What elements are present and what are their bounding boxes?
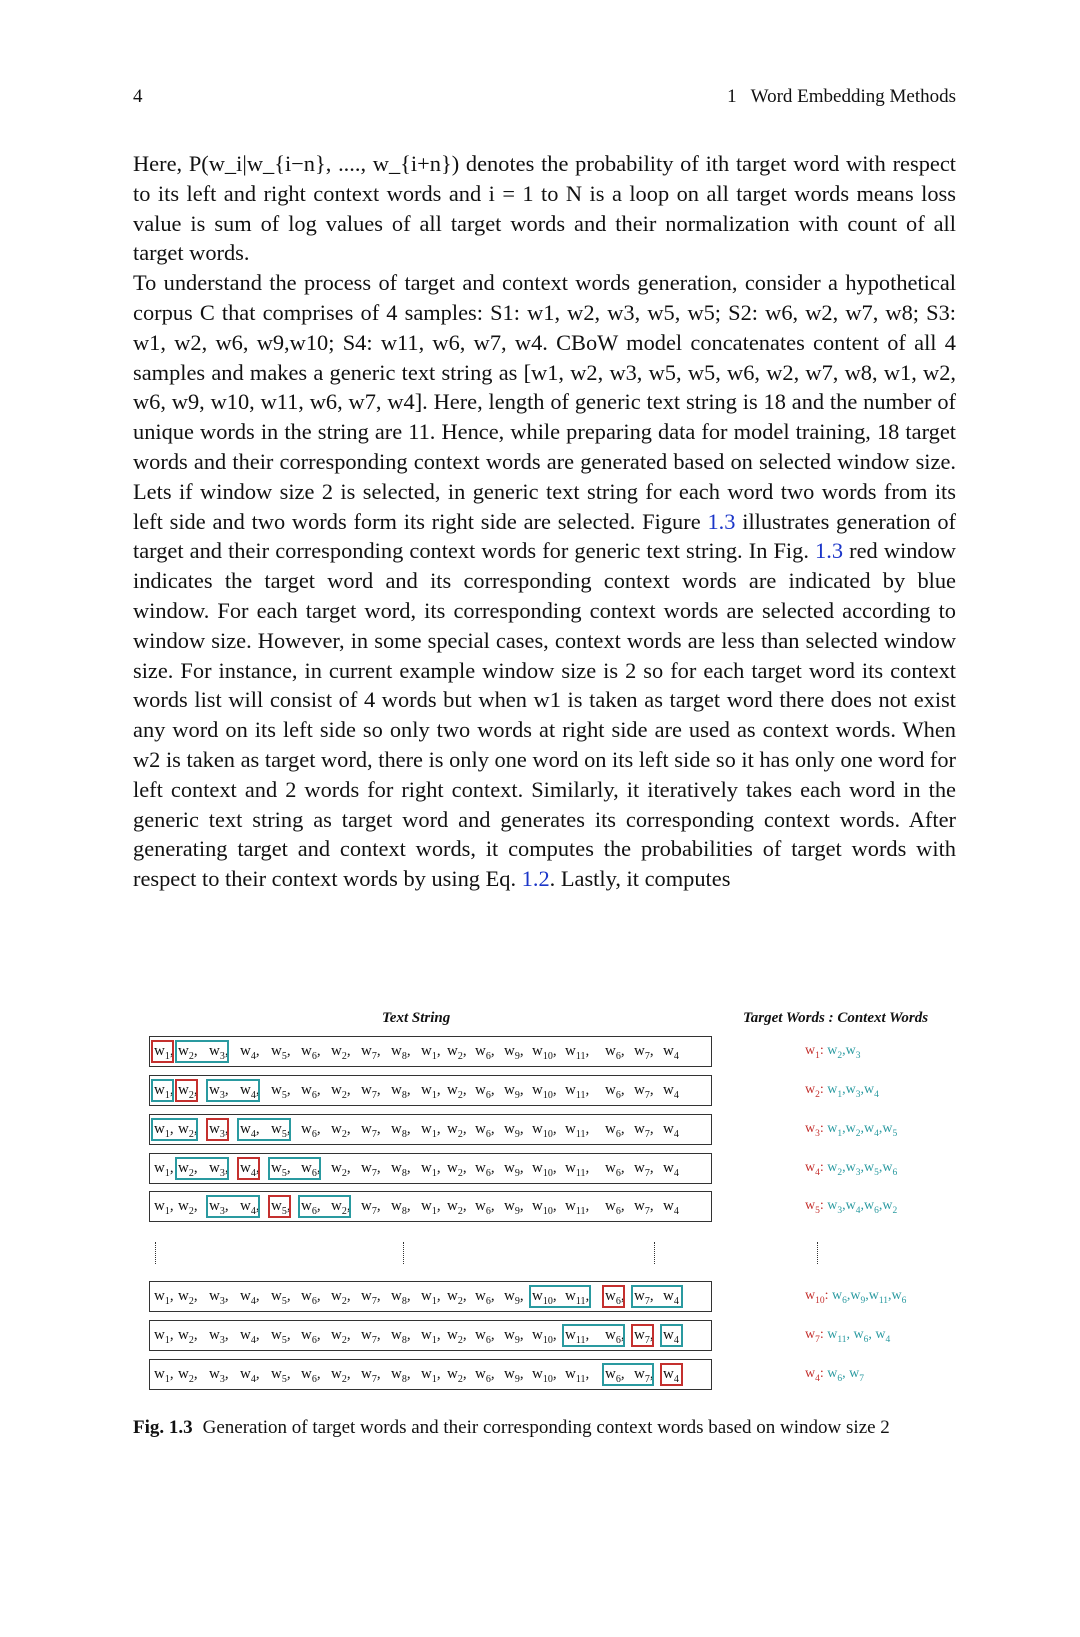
token: $w_2$, (178, 1121, 198, 1140)
context-window-box (268, 1157, 321, 1180)
pair-context: $w_3,w_4,w_6,w_2$ (827, 1198, 898, 1216)
token: $w_2$, (331, 1082, 351, 1101)
token: $w_5$, (271, 1327, 291, 1346)
token: $w_4$ (663, 1366, 679, 1385)
token: $w_7$, (361, 1082, 381, 1101)
token: $w_2$, (447, 1082, 467, 1101)
token: $w_7$, (634, 1160, 654, 1179)
context-window-box (529, 1285, 591, 1308)
target-window-box (206, 1118, 229, 1141)
context-window-box (206, 1079, 260, 1102)
token: $w_2$, (178, 1198, 198, 1217)
target-window-box (602, 1285, 625, 1308)
token: $w_{10}$, (532, 1160, 557, 1179)
context-window-box (206, 1195, 260, 1218)
token: $w_4$ (663, 1121, 679, 1140)
token: $w_1$, (154, 1366, 174, 1385)
pair-context: $w_2,w_3,w_5,w_6$ (827, 1160, 898, 1178)
target-window-box (151, 1040, 174, 1063)
token: $w_1$, (154, 1043, 174, 1062)
token: $w_1$, (421, 1082, 441, 1101)
chapter-number: 1 (727, 86, 737, 107)
token: $w_{10}$, (532, 1366, 557, 1385)
token: $w_7$, (634, 1366, 654, 1385)
token: $w_1$, (421, 1288, 441, 1307)
token: $w_8$, (391, 1288, 411, 1307)
text-string-row (149, 1114, 712, 1145)
token: $w_{10}$, (532, 1288, 557, 1307)
running-head (727, 86, 956, 108)
pair-target: $w_2$: (805, 1082, 828, 1100)
token: $w_1$, (421, 1160, 441, 1179)
pair-context: $w_6,w_9,w_{11},w_6$ (832, 1288, 907, 1306)
token: $w_{10}$, (532, 1198, 557, 1217)
vertical-ellipsis (403, 1242, 406, 1264)
token: $w_5$, (271, 1198, 291, 1217)
token: $w_6$, (475, 1160, 495, 1179)
token: $w_9$, (504, 1288, 524, 1307)
token: $w_{11}$, (565, 1082, 590, 1101)
token: $w_4$, (240, 1327, 260, 1346)
token: $w_6$, (301, 1082, 321, 1101)
token: $w_4$, (240, 1121, 260, 1140)
token: $w_1$, (154, 1082, 174, 1101)
figure-heading-target-context: Target Words : Context Words (743, 1010, 929, 1026)
token: $w_8$, (391, 1082, 411, 1101)
token: $w_6$, (475, 1366, 495, 1385)
context-window-box (562, 1324, 625, 1347)
token: $w_8$, (391, 1043, 411, 1062)
page-number: 4 (133, 86, 143, 107)
token: $w_{11}$, (565, 1043, 590, 1062)
context-window-box (298, 1195, 351, 1218)
token: $w_{11}$, (565, 1198, 590, 1217)
paragraph-2-part-c: illustrates generation of target and their corresponding context words for generic text string. In Fig. (133, 508, 956, 564)
token: $w_1$, (421, 1327, 441, 1346)
token: $w_7$, (361, 1288, 381, 1307)
token: $w_8$, (391, 1327, 411, 1346)
token: $w_2$, (178, 1160, 198, 1179)
token: $w_{10}$, (532, 1043, 557, 1062)
token: $w_1$, (421, 1366, 441, 1385)
target-window-box (175, 1079, 198, 1102)
paragraph-1: Here, P(w_i|w_{i−n}, ...., w_{i+n}) denotes the probability of ith target word with respect to its left and right context words and i = 1 to N is a loop on all target words means loss value is sum of log values of all target words and their normalization with count of all target words. (133, 151, 956, 266)
token: $w_4$, (240, 1366, 260, 1385)
token: $w_8$, (391, 1160, 411, 1179)
token: $w_{10}$, (532, 1082, 557, 1101)
token: $w_4$ (663, 1288, 679, 1307)
target-context-pair (805, 1327, 890, 1345)
pair-target: $w_1$: (805, 1043, 828, 1061)
token: $w_6$, (605, 1082, 625, 1101)
token: $w_4$, (240, 1043, 260, 1062)
token: $w_2$, (178, 1366, 198, 1385)
target-window-box (268, 1195, 291, 1218)
context-window-box (237, 1118, 291, 1141)
token: $w_6$, (301, 1288, 321, 1307)
target-window-box (660, 1363, 683, 1386)
token: $w_7$, (634, 1082, 654, 1101)
context-window-box (175, 1157, 229, 1180)
vertical-ellipsis (654, 1242, 657, 1264)
token: $w_{10}$, (532, 1327, 557, 1346)
text-string-row (149, 1153, 712, 1184)
token: $w_6$, (475, 1327, 495, 1346)
token: $w_6$, (605, 1198, 625, 1217)
body-text (133, 149, 956, 894)
token: $w_4$, (240, 1198, 260, 1217)
chapter-title: Word Embedding Methods (750, 86, 956, 107)
token: $w_5$, (271, 1043, 291, 1062)
token: $w_3$, (209, 1082, 229, 1101)
caption-label: Fig. 1.3 (133, 1417, 193, 1438)
target-context-pair (805, 1198, 897, 1216)
pair-target: $w_{10}$: (805, 1288, 833, 1306)
pair-context: $w_2,w_3$ (827, 1043, 861, 1061)
pair-context: $w_1,w_3,w_4$ (827, 1082, 879, 1100)
token: $w_2$, (447, 1121, 467, 1140)
token: $w_2$, (178, 1082, 198, 1101)
target-context-pair (805, 1366, 864, 1384)
token: $w_4$, (240, 1160, 260, 1179)
figure-caption (133, 1417, 956, 1439)
token: $w_6$, (605, 1043, 625, 1062)
token: $w_7$, (361, 1366, 381, 1385)
token: $w_7$, (634, 1327, 654, 1346)
token: $w_6$, (475, 1198, 495, 1217)
token: $w_1$, (154, 1121, 174, 1140)
token: $w_{11}$, (565, 1366, 590, 1385)
token: $w_2$, (331, 1198, 351, 1217)
token: $w_3$, (209, 1366, 229, 1385)
figure-reference-link[interactable]: 1.3 (707, 508, 736, 534)
token: $w_5$, (271, 1366, 291, 1385)
vertical-ellipsis (155, 1242, 158, 1264)
token: $w_6$, (301, 1160, 321, 1179)
caption-text: Generation of target words and their corresponding context words based on window size 2 (202, 1417, 890, 1438)
text-string-row (149, 1036, 712, 1067)
token: $w_2$, (447, 1288, 467, 1307)
context-window-box (660, 1324, 683, 1347)
target-context-pair (805, 1121, 897, 1139)
token: $w_9$, (504, 1043, 524, 1062)
token: $w_8$, (391, 1121, 411, 1140)
token: $w_8$, (391, 1198, 411, 1217)
token: $w_9$, (504, 1121, 524, 1140)
context-window-box (631, 1285, 683, 1308)
pair-target: $w_4$: (805, 1160, 828, 1178)
token: $w_6$, (605, 1121, 625, 1140)
pair-target: $w_5$: (805, 1198, 828, 1216)
token: $w_9$, (504, 1327, 524, 1346)
page-header (133, 86, 956, 116)
token: $w_2$, (331, 1288, 351, 1307)
token: $w_2$, (178, 1327, 198, 1346)
token: $w_7$, (361, 1043, 381, 1062)
token: $w_2$, (447, 1198, 467, 1217)
token: $w_2$, (447, 1366, 467, 1385)
pair-context: $w_{11}$, $w_6$, $w_4$ (827, 1327, 891, 1345)
token: $w_1$, (154, 1327, 174, 1346)
token: $w_6$, (475, 1082, 495, 1101)
token: $w_6$, (605, 1327, 625, 1346)
token: $w_7$, (361, 1160, 381, 1179)
token: $w_2$, (447, 1160, 467, 1179)
figure-reference-link[interactable]: 1.3 (815, 538, 844, 564)
token: $w_6$, (605, 1160, 625, 1179)
token: $w_5$, (271, 1288, 291, 1307)
token: $w_2$, (447, 1043, 467, 1062)
token: $w_6$, (605, 1288, 625, 1307)
text-string-row (149, 1320, 712, 1351)
token: $w_1$, (421, 1121, 441, 1140)
token: $w_6$, (605, 1366, 625, 1385)
token: $w_4$ (663, 1082, 679, 1101)
context-window-box (602, 1363, 654, 1386)
paragraph-2-part-e: . Lastly, it computes (549, 866, 731, 892)
token: $w_2$, (331, 1160, 351, 1179)
token: $w_3$, (209, 1288, 229, 1307)
token: $w_7$, (634, 1043, 654, 1062)
token: $w_6$, (475, 1043, 495, 1062)
token: $w_9$, (504, 1082, 524, 1101)
target-context-pair (805, 1288, 906, 1306)
token: $w_6$, (301, 1327, 321, 1346)
token: $w_7$, (634, 1198, 654, 1217)
paragraph-2-part-a: To understand the process of target and context words generation, consider a hypothetical corpus C that comprises of 4 samples: S1: w1, w2, w3, w5, w5; S2: w6, w2, w7, w8; S3: w1, w2, w6, w9,w10; S4: w11, w6, w7, w4. CBoW model concatenates content of all 4 samples and makes a generic text string as [w1, w2, w3, w5, w5, w6, w2, w7, w8, w1, w2, w6, w9, w10, w11, w6, w7, w4]. (133, 270, 956, 415)
token: $w_7$, (361, 1121, 381, 1140)
token: $w_4$, (240, 1288, 260, 1307)
target-context-pair (805, 1043, 861, 1061)
equation-reference-link[interactable]: 1.2 (521, 866, 550, 892)
token: $w_7$, (361, 1327, 381, 1346)
pair-target: $w_4$: (805, 1366, 828, 1384)
token: $w_6$, (475, 1121, 495, 1140)
target-window-box (631, 1324, 654, 1347)
token: $w_{11}$, (565, 1160, 590, 1179)
token: $w_6$, (301, 1198, 321, 1217)
token: $w_4$ (663, 1327, 679, 1346)
token: $w_2$, (331, 1043, 351, 1062)
vertical-ellipsis (817, 1242, 820, 1264)
token: $w_2$, (178, 1288, 198, 1307)
token: $w_9$, (504, 1366, 524, 1385)
target-context-pair (805, 1160, 897, 1178)
token: $w_1$, (421, 1043, 441, 1062)
token: $w_5$, (271, 1082, 291, 1101)
context-window-box (151, 1079, 174, 1102)
token: $w_2$, (331, 1327, 351, 1346)
token: $w_2$, (447, 1327, 467, 1346)
paragraph-2 (133, 268, 956, 894)
token: $w_3$, (209, 1198, 229, 1217)
text-string-row (149, 1281, 712, 1312)
token: $w_9$, (504, 1198, 524, 1217)
target-window-box (237, 1157, 260, 1180)
token: $w_2$, (331, 1366, 351, 1385)
figure-1-3 (145, 1010, 945, 1410)
token: $w_6$, (475, 1288, 495, 1307)
token: $w_1$, (421, 1198, 441, 1217)
token: $w_4$ (663, 1160, 679, 1179)
token: $w_{10}$, (532, 1121, 557, 1140)
token: $w_7$, (634, 1288, 654, 1307)
token: $w_6$, (301, 1366, 321, 1385)
token: $w_1$, (154, 1160, 174, 1179)
token: $w_3$, (209, 1327, 229, 1346)
token: $w_4$ (663, 1198, 679, 1217)
token: $w_5$, (271, 1160, 291, 1179)
token: $w_3$, (209, 1121, 229, 1140)
pair-context: $w_6$, $w_7$ (827, 1366, 865, 1384)
context-window-box (151, 1118, 198, 1141)
token: $w_9$, (504, 1160, 524, 1179)
text-string-row (149, 1075, 712, 1106)
paragraph-2-part-d: red window indicates the target word and its corresponding context words are indicated by blue window. For each target word, its corresponding context words are selected according to window size. However, in some special cases, context words are less than selected window size. For instance, in current example window size is 2 so for each target word its context words list will consist of 4 words but when w1 is taken as target word there does not exist any word on its left side so only two words at right side are used as context words. When w2 is taken as target word, there is only one word on its left side so it has only one word for left context and 2 words for right context. Similarly, it iteratively takes each word in the generic text string as target word and generates its corresponding context words. After generating target and context words, it computes the probabilities of target words with respect to their context words by using Eq. (133, 538, 956, 892)
pair-target: $w_3$: (805, 1121, 828, 1139)
token: $w_8$, (391, 1366, 411, 1385)
context-window-box (175, 1040, 229, 1063)
token: $w_5$, (271, 1121, 291, 1140)
token: $w_4$, (240, 1082, 260, 1101)
token: $w_{11}$, (565, 1121, 590, 1140)
token: $w_7$, (634, 1121, 654, 1140)
text-string-row (149, 1359, 712, 1390)
token: $w_7$, (361, 1198, 381, 1217)
token: $w_{11}$, (565, 1288, 590, 1307)
token: $w_1$, (154, 1288, 174, 1307)
token: $w_{11}$, (565, 1327, 590, 1346)
token: $w_1$, (154, 1198, 174, 1217)
pair-target: $w_7$: (805, 1327, 828, 1345)
pair-context: $w_1,w_2,w_4,w_5$ (827, 1121, 898, 1139)
token: $w_3$, (209, 1160, 229, 1179)
token: $w_4$ (663, 1043, 679, 1062)
text-string-row (149, 1191, 712, 1222)
token: $w_6$, (301, 1121, 321, 1140)
token: $w_2$, (331, 1121, 351, 1140)
token: $w_3$, (209, 1043, 229, 1062)
token: $w_6$, (301, 1043, 321, 1062)
figure-heading-text-string: Text String (382, 1010, 451, 1026)
paragraph-2-part-b: Here, length of generic text string is 18 and the number of unique words in the string are 11. Hence, while preparing data for model training, 18 target words and their corresponding context words are generated based on selected window size. Lets if window size 2 is selected, in generic text string for each word two words from its left side and two words form its right side are selected. Figure (133, 389, 957, 534)
token: $w_2$, (178, 1043, 198, 1062)
target-context-pair (805, 1082, 879, 1100)
